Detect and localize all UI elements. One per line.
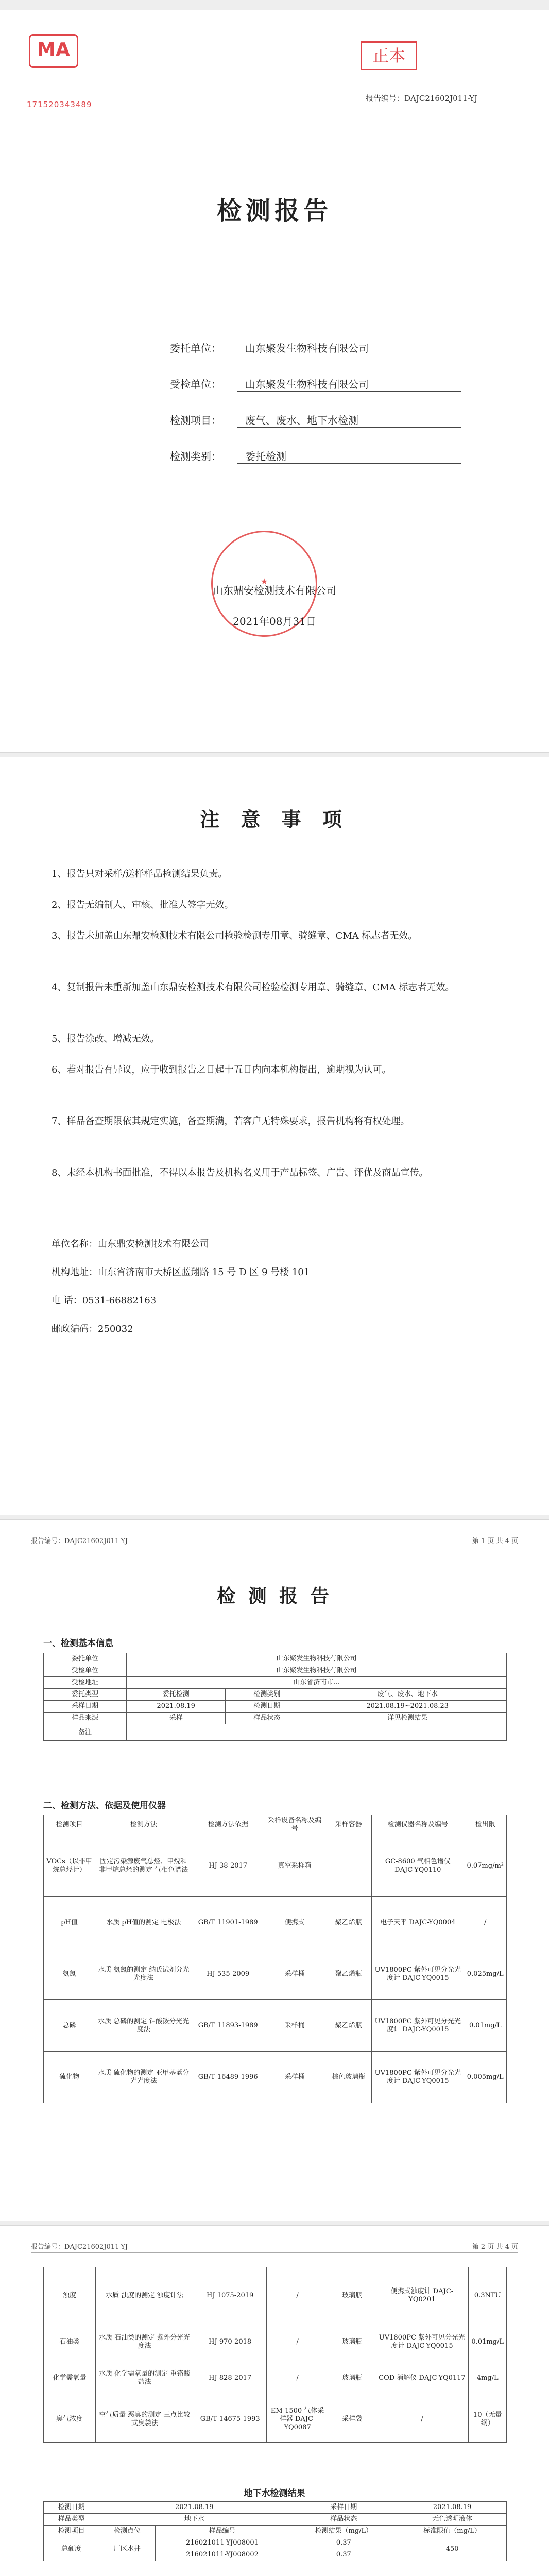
table-row	[44, 2502, 507, 2514]
contact-postcode: 邮政编码：250032	[52, 1324, 133, 1334]
table-cell: 玻璃瓶	[329, 2267, 375, 2324]
groundwater-table	[43, 2501, 507, 2561]
table-cell	[325, 1835, 372, 1897]
notice-item: 1、报告只对采样/送样样品检测结果负责。	[52, 869, 228, 879]
table-cell: 电子天平 DAJC-YQ0004	[372, 1897, 464, 1948]
table-cell: GB/T 14675-1993	[194, 2396, 266, 2443]
column-header: 检测点位	[99, 2526, 155, 2537]
table-cell: /	[266, 2324, 329, 2360]
notice-item: 3、报告未加盖山东鼎安检测技术有限公司检验检测专用章、骑缝章、CMA 标志者无效。	[52, 930, 418, 941]
column-header: 检出限	[464, 1815, 507, 1835]
table-cell: UV1800PC 紫外可见分光光度计 DAJC-YQ0015	[375, 2324, 469, 2360]
field-value: 委托检测	[237, 448, 461, 464]
table-cell: 硫化物	[44, 2052, 95, 2103]
report-number: 报告编号：DAJC21602J011-YJ	[366, 94, 478, 103]
table-cell: 检测日期	[44, 2502, 99, 2514]
table-cell: 氨氮	[44, 1948, 95, 2000]
notice-item: 5、报告涂改、增减无效。	[52, 1033, 160, 1044]
table-cell: 样品状态	[226, 1713, 308, 1724]
table-cell: 真空采样箱	[264, 1835, 325, 1897]
table-row	[44, 2052, 507, 2103]
column-header: 采样容器	[325, 1815, 372, 1835]
table-cell: 450	[398, 2537, 507, 2561]
column-header: 检测仪器名称及编号	[372, 1815, 464, 1835]
table-cell: 山东聚发生物科技有限公司	[127, 1653, 507, 1665]
table-cell: 山东省济南市...	[127, 1677, 507, 1689]
table-cell: 山东聚发生物科技有限公司	[127, 1665, 507, 1677]
field-items	[170, 412, 461, 428]
notice-page	[0, 757, 549, 1515]
table-cell: UV1800PC 紫外可见分光光度计 DAJC-YQ0015	[372, 2000, 464, 2052]
table-cell: HJ 38-2017	[192, 1835, 264, 1897]
report-title: 检 测 报 告	[217, 1586, 332, 1607]
table-cell: /	[266, 2267, 329, 2324]
table-cell: 废气、废水、地下水	[308, 1689, 507, 1701]
methods-table	[43, 1815, 507, 2103]
table-cell: 水质 化学需氧量的测定 重铬酸盐法	[95, 2360, 194, 2396]
table-cell: 样品类型	[44, 2514, 99, 2526]
notice-item: 6、若对报告有异议，应于收到报告之日起十五日内向本机构提出，逾期视为认可。	[52, 1064, 391, 1075]
section-title: 一、检测基本信息	[43, 1638, 113, 1649]
column-header: 标准限值（mg/L）	[398, 2526, 507, 2537]
table-cell: 0.01mg/L	[469, 2324, 507, 2360]
table-header-row	[44, 2526, 507, 2537]
table-cell: 委托检测	[127, 1689, 226, 1701]
notice-title: 注 意 事 项	[200, 808, 349, 831]
table-cell: 采样	[127, 1713, 226, 1724]
table-cell: 玻璃瓶	[329, 2324, 375, 2360]
table-row	[44, 2267, 507, 2324]
table-cell: HJ 828-2017	[194, 2360, 266, 2396]
table-cell: 总磷	[44, 2000, 95, 2052]
table-cell: 0.025mg/L	[464, 1948, 507, 2000]
table-cell: 石油类	[44, 2324, 96, 2360]
table-cell: 地下水	[99, 2514, 289, 2526]
field-label: 委托单位：	[170, 342, 221, 354]
report-page-2	[0, 2226, 549, 2576]
table-cell: HJ 535-2009	[192, 1948, 264, 2000]
table-cell: 水质 总磷的测定 钼酸铵分光光度法	[95, 2000, 192, 2052]
table-cell: GB/T 11893-1989	[192, 2000, 264, 2052]
table-cell: 玻璃瓶	[329, 2360, 375, 2396]
table-cell: 详见检测结果	[308, 1713, 507, 1724]
table-cell: 便携式	[264, 1897, 325, 1948]
table-row	[44, 1724, 507, 1741]
field-label: 检测项目：	[170, 414, 221, 427]
table-cell: 10（无量纲）	[469, 2396, 507, 2443]
table-cell: 2021.08.19	[99, 2502, 289, 2514]
table-cell: VOCs（以非甲烷总烃计）	[44, 1835, 95, 1897]
table-cell: 检测类别	[226, 1689, 308, 1701]
column-header: 检测方法	[95, 1815, 192, 1835]
table-cell: 水质 石油类的测定 紫外分光光度法	[95, 2324, 194, 2360]
field-category	[170, 448, 461, 464]
table-cell: /	[266, 2360, 329, 2396]
table-header-row	[44, 1815, 507, 1835]
table-row	[44, 2514, 507, 2526]
table-cell: 聚乙烯瓶	[325, 1948, 372, 2000]
header-report-no: 报告编号：DAJC21602J011-YJ	[31, 2243, 128, 2251]
header-report-no: 报告编号：DAJC21602J011-YJ	[31, 1537, 128, 1545]
table-cell: 化学需氧量	[44, 2360, 96, 2396]
table-row	[44, 1665, 507, 1677]
table-cell: 委托类型	[44, 1689, 127, 1701]
table-cell: 空气质量 恶臭的测定 三点比较式臭袋法	[95, 2396, 194, 2443]
table-cell: 0.37	[289, 2537, 398, 2549]
table-row	[44, 2396, 507, 2443]
table-cell: 采样日期	[289, 2502, 398, 2514]
table-cell: pH值	[44, 1897, 95, 1948]
cover-page	[0, 10, 549, 752]
table-cell	[127, 1724, 507, 1741]
field-value: 山东聚发生物科技有限公司	[237, 376, 461, 392]
table-cell: 受检单位	[44, 1665, 127, 1677]
contact-name: 单位名称：山东鼎安检测技术有限公司	[52, 1239, 209, 1249]
table-cell: UV1800PC 紫外可见分光光度计 DAJC-YQ0015	[372, 1948, 464, 2000]
table-row	[44, 2537, 507, 2549]
header-page-no: 第 1 页 共 4 页	[472, 1537, 518, 1545]
issuer: 山东鼎安检测技术有限公司	[213, 584, 336, 597]
contact-phone: 电 话：0531-66882163	[52, 1295, 157, 1306]
table-cell: 聚乙烯瓶	[325, 2000, 372, 2052]
table-row	[44, 2324, 507, 2360]
table-cell: 0.005mg/L	[464, 2052, 507, 2103]
field-label: 检测类别：	[170, 450, 221, 463]
table-row	[44, 1835, 507, 1897]
table-cell: 厂区水井	[99, 2537, 155, 2561]
table-row	[44, 2000, 507, 2052]
table-cell: 总硬度	[44, 2537, 99, 2561]
basic-info-table	[43, 1653, 507, 1741]
table-row	[44, 1689, 507, 1701]
header-rule	[31, 2252, 518, 2253]
table-row	[44, 1948, 507, 2000]
table-cell: 2021.08.19	[398, 2502, 507, 2514]
table-cell: 采样桶	[264, 2000, 325, 2052]
table-cell: HJ 970-2018	[194, 2324, 266, 2360]
cma-number: 171520343489	[27, 100, 92, 109]
table-cell: 水质 浊度的测定 浊度计法	[95, 2267, 194, 2324]
section-title: 二、检测方法、依据及使用仪器	[43, 1801, 166, 1811]
report-title: 检测报告	[216, 196, 332, 225]
table-cell: 无色透明液体	[398, 2514, 507, 2526]
field-value: 山东聚发生物科技有限公司	[237, 340, 461, 355]
table-cell: 受检地址	[44, 1677, 127, 1689]
page-header	[31, 2241, 518, 2251]
table-row	[44, 1701, 507, 1713]
table-cell: 216021011-YJ008001	[155, 2537, 289, 2549]
table-cell: EM-1500 气体采样器 DAJC-YQ0087	[266, 2396, 329, 2443]
table-cell: /	[464, 1897, 507, 1948]
table-row	[44, 1653, 507, 1665]
cma-logo: MA	[29, 34, 78, 68]
header-page-no: 第 2 页 共 4 页	[472, 2243, 518, 2251]
table-cell: 0.07mg/m³	[464, 1835, 507, 1897]
notice-item: 8、未经本机构书面批准，不得以本报告及机构名义用于产品标签、广告、评优及商品宣传。	[52, 1167, 428, 1178]
column-header: 检测项目	[44, 1815, 95, 1835]
page-header	[31, 1535, 518, 1545]
methods-table-continued	[43, 2267, 507, 2443]
table-cell: 样品来源	[44, 1713, 127, 1724]
table-row	[44, 2360, 507, 2396]
table-cell: 采样日期	[44, 1701, 127, 1713]
column-header: 采样设备名称及编号	[264, 1815, 325, 1835]
notice-item: 4、复制报告未重新加盖山东鼎安检测技术有限公司检验检测专用章、骑缝章、CMA 标志者无效。	[52, 982, 455, 993]
table-cell: GB/T 11901-1989	[192, 1897, 264, 1948]
table-cell: COD 消解仪 DAJC-YQ0117	[375, 2360, 469, 2396]
table-cell: 浊度	[44, 2267, 96, 2324]
field-client	[170, 340, 461, 355]
table-cell: 备注	[44, 1724, 127, 1741]
table-cell: 216021011-YJ008002	[155, 2549, 289, 2561]
table-cell: 0.3NTU	[469, 2267, 507, 2324]
original-badge: 正本	[361, 41, 417, 70]
table-cell: 采样桶	[264, 1948, 325, 2000]
company-seal: ★	[211, 531, 317, 637]
table-cell: 便携式浊度计 DAJC-YQ0201	[375, 2267, 469, 2324]
table-cell: 2021.08.19	[127, 1701, 226, 1713]
table-cell: 样品状态	[289, 2514, 398, 2526]
table-cell: 水质 硫化物的测定 亚甲基蓝分光光度法	[95, 2052, 192, 2103]
table-row	[44, 1897, 507, 1948]
notice-item: 7、样品备查期限依其规定实施，备查期满，若客户无特殊要求，报告机构将有权处理。	[52, 1116, 410, 1127]
column-header: 检测结果（mg/L）	[289, 2526, 398, 2537]
table-cell: /	[375, 2396, 469, 2443]
notice-item: 2、报告无编制人、审核、批准人签字无效。	[52, 900, 234, 910]
table-cell: 0.37	[289, 2549, 398, 2561]
groundwater-title: 地下水检测结果	[244, 2488, 305, 2499]
table-cell: 采样桶	[264, 2052, 325, 2103]
table-cell: HJ 1075-2019	[194, 2267, 266, 2324]
table-cell: 棕色玻璃瓶	[325, 2052, 372, 2103]
column-header: 检测方法依据	[192, 1815, 264, 1835]
table-cell: 4mg/L	[469, 2360, 507, 2396]
table-row	[44, 1677, 507, 1689]
table-cell: GB/T 16489-1996	[192, 2052, 264, 2103]
column-header: 样品编号	[155, 2526, 289, 2537]
report-page-1	[0, 1520, 549, 2221]
contact-address: 机构地址：山东省济南市天桥区蓝翔路 15 号 D 区 9 号楼 101	[52, 1267, 310, 1278]
table-cell: 0.01mg/L	[464, 2000, 507, 2052]
table-cell: 检测日期	[226, 1701, 308, 1713]
table-cell: 臭气浓度	[44, 2396, 96, 2443]
issue-date: 2021年08月31日	[233, 615, 316, 628]
table-cell: GC-8600 气相色谱仪 DAJC-YQ0110	[372, 1835, 464, 1897]
table-cell: 委托单位	[44, 1653, 127, 1665]
field-label: 受检单位：	[170, 378, 221, 391]
table-row	[44, 1713, 507, 1724]
table-cell: 聚乙烯瓶	[325, 1897, 372, 1948]
column-header: 检测项目	[44, 2526, 99, 2537]
table-cell: 水质 氨氮的测定 纳氏试剂分光光度法	[95, 1948, 192, 2000]
table-cell: UV1800PC 紫外可见分光光度计 DAJC-YQ0015	[372, 2052, 464, 2103]
field-value: 废气、废水、地下水检测	[237, 412, 461, 428]
table-cell: 2021.08.19~2021.08.23	[308, 1701, 507, 1713]
table-cell: 采样袋	[329, 2396, 375, 2443]
field-inspected	[170, 376, 461, 392]
table-cell: 固定污染源废气总烃、甲烷和非甲烷总烃的测定 气相色谱法	[95, 1835, 192, 1897]
table-cell: 水质 pH值的测定 电极法	[95, 1897, 192, 1948]
